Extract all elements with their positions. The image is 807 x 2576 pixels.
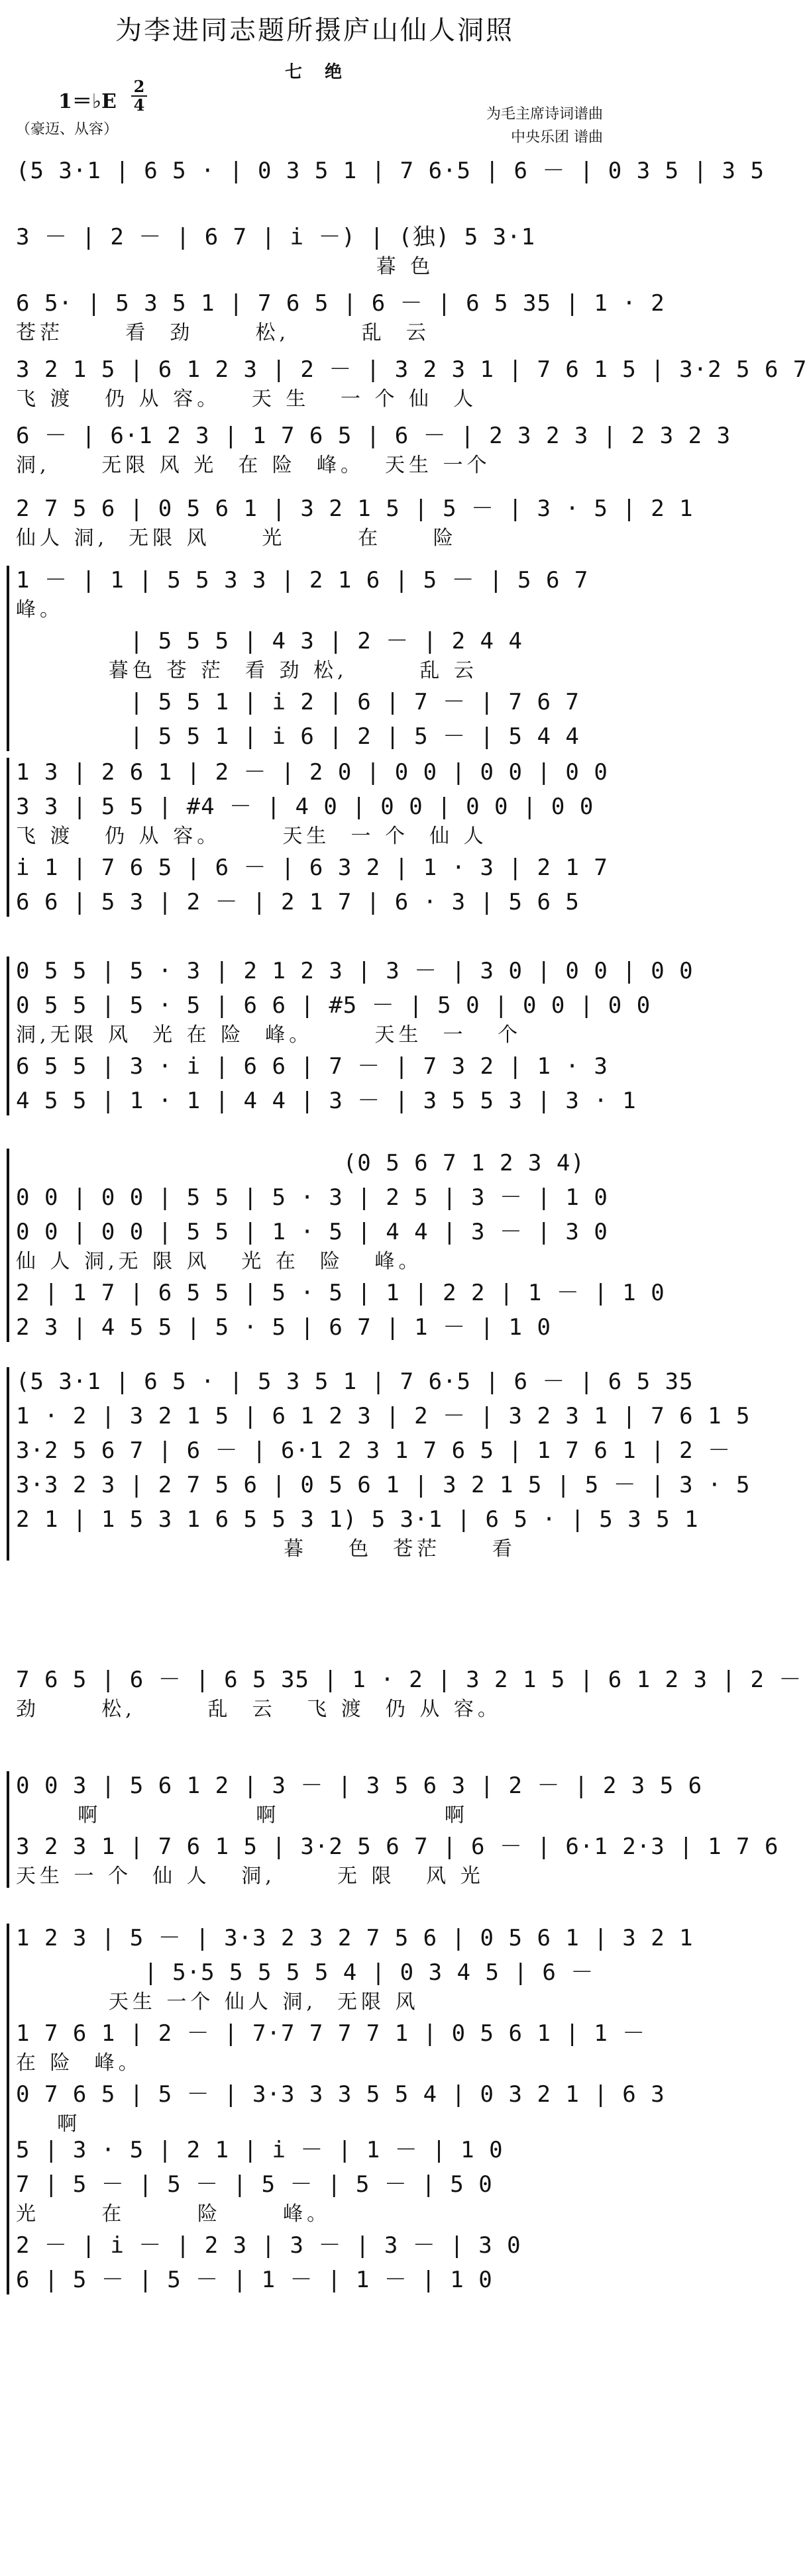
notation-line: 7 6 5 | 6 － | 6 5 35 | 1 · 2 | 3 2 1 5 | 6 1 2 3 | 2 － (16, 1667, 802, 1693)
score-system (16, 352, 807, 413)
lyric-line: 光 在 险 峰。 (16, 2202, 331, 2226)
notation-line: 1 7 6 1 | 2 － | 7·7 7 7 7 1 | 0 5 6 1 | 1 － (16, 2020, 646, 2047)
lyric-line: 峰。 (16, 598, 64, 621)
notation-line: | 5 5 5 | 4 3 | 2 － | 2 4 4 (16, 628, 523, 654)
score-system (16, 1146, 665, 1345)
lyric-line: 飞 渡 仍 从 容。 天 生 一 个 仙 人 (16, 387, 478, 411)
staff-row (16, 885, 612, 919)
staff-row (16, 790, 612, 850)
score-system (16, 154, 765, 188)
staff-row (16, 1468, 751, 1502)
staff-row (16, 1365, 694, 1399)
system-bracket (7, 956, 9, 1115)
staff-row (16, 2133, 612, 2167)
meter-bottom: 4 (133, 95, 145, 115)
staff-row (16, 352, 807, 413)
lyric-line: 仙 人 洞,无 限 风 光 在 险 峰。 (16, 1250, 423, 1273)
score-system (16, 755, 612, 919)
notation-line: 0 5 5 | 5 · 5 | 6 6 | #5 － | 5 0 | 0 0 | 0 0 (16, 992, 651, 1019)
staff-row (16, 154, 765, 188)
notation-line: (5 3·1 | 6 5 · | 5 3 5 1 | 7 6·5 | 6 － | 6 5 35 (16, 1368, 694, 1395)
score-system (16, 1663, 802, 1724)
staff-row (16, 988, 651, 1049)
notation-line: 3·2 5 6 7 | 6 － | 6·1 2 3 1 7 6 5 | 1 7 6 1 | 2 － (16, 1437, 731, 1464)
staff-row (16, 685, 612, 719)
notation-line: | 5·5 5 5 5 5 4 | 0 3 4 5 | 6 － (16, 1959, 594, 1986)
time-signature (131, 78, 147, 114)
notation-line: i 1 | 7 6 5 | 6 － | 6 3 2 | 1 · 3 | 2 1 7 (16, 854, 608, 881)
notation-line: 3 － | 2 － | 6 7 | i －) | (独) 5 3·1 (16, 224, 536, 250)
staff-row (16, 1180, 612, 1215)
staff-row (16, 624, 612, 685)
notation-line: | 5 5 1 | i 2 | 6 | 7 － | 7 6 7 (16, 689, 580, 715)
staff-row (16, 1921, 694, 1955)
lyric-line: 暮色 苍 茫 看 劲 松, 乱 云 (16, 659, 478, 682)
staff-row (16, 1502, 699, 1563)
score-system (16, 1769, 779, 1890)
staff-row (16, 2228, 612, 2263)
notation-line: 0 0 | 0 0 | 5 5 | 1 · 5 | 4 4 | 3 － | 3 0 (16, 1219, 608, 1245)
system-bracket (7, 1149, 9, 1342)
staff-row (16, 2167, 612, 2228)
lyrics-credit: 为毛主席诗词谱曲 (486, 106, 603, 123)
staff-row (16, 563, 612, 624)
staff-row (16, 719, 612, 754)
staff-row (16, 1433, 731, 1468)
performance-direction: （豪迈、从容） (16, 121, 119, 138)
staff-row (16, 1215, 612, 1276)
staff-row (16, 755, 612, 790)
score-system (16, 2133, 612, 2297)
notation-line: 2 | 1 7 | 6 5 5 | 5 · 5 | 1 | 2 2 | 1 － | 1 0 (16, 1280, 665, 1306)
staff-row (16, 2016, 646, 2077)
staff-row (16, 491, 694, 552)
notation-line: (0 5 6 7 1 2 3 4) (16, 1150, 585, 1176)
system-bracket (7, 2136, 9, 2294)
staff-row (16, 1049, 612, 1084)
notation-line: 0 0 3 | 5 6 1 2 | 3 － | 3 5 6 3 | 2 － | 2 3 5 6 (16, 1773, 703, 1799)
meter-top: 2 (133, 77, 145, 96)
lyric-line: 苍茫 看 劲 松, 乱 云 (16, 321, 430, 344)
lyric-line: 啊 (16, 2112, 81, 2136)
score-system (16, 491, 694, 552)
notation-line: 2 1 | 1 5 3 1 6 5 5 3 1) 5 3·1 | 6 5 · | 5 3 5 1 (16, 1506, 699, 1533)
score-system (16, 286, 665, 347)
staff-row (16, 286, 665, 347)
notation-line: 4 5 5 | 1 · 1 | 4 4 | 3 － | 3 5 5 3 | 3 · 1 (16, 1088, 637, 1114)
staff-row (16, 1955, 612, 2016)
notation-line: 0 5 5 | 5 · 3 | 2 1 2 3 | 3 － | 3 0 | 0 0 | 0 0 (16, 958, 694, 984)
score-system (16, 419, 731, 480)
notation-line: 1 · 2 | 3 2 1 5 | 6 1 2 3 | 2 － | 3 2 3 1 | 7 6 1 5 (16, 1403, 751, 1429)
lyric-line: 天生 一个 仙人 洞, 无限 风 (16, 1990, 419, 2014)
notation-line: 6 － | 6·1 2 3 | 1 7 6 5 | 6 － | 2 3 2 3 | 2 3 2 3 (16, 423, 731, 449)
lyric-line: 洞, 无限 风 光 在 险 峰。 天生 一个 (16, 454, 491, 477)
score-system (16, 563, 612, 754)
staff-row (16, 2263, 612, 2297)
staff-row (16, 1769, 703, 1829)
staff-row (16, 1146, 612, 1180)
notation-line: 6 5 5 | 3 · i | 6 6 | 7 － | 7 3 2 | 1 · 3 (16, 1053, 608, 1080)
notation-line: 5 | 3 · 5 | 2 1 | i － | 1 － | 1 0 (16, 2137, 504, 2163)
notation-line: 2 3 | 4 5 5 | 5 · 5 | 6 7 | 1 － | 1 0 (16, 1314, 551, 1341)
staff-row (16, 1276, 665, 1310)
lyric-line: 劲 松, 乱 云 飞 渡 仍 从 容。 (16, 1698, 502, 1721)
notation-line: 7 | 5 － | 5 － | 5 － | 5 － | 5 0 (16, 2171, 493, 2198)
system-bracket (7, 1924, 9, 2136)
score-system (16, 220, 612, 281)
notation-line: 3·3 2 3 | 2 7 5 6 | 0 5 6 1 | 3 2 1 5 | 5 － | 3 · 5 (16, 1472, 751, 1498)
notation-line: 2 7 5 6 | 0 5 6 1 | 3 2 1 5 | 5 － | 3 · 5 | 2 1 (16, 495, 694, 522)
lyric-line: 暮 色 苍茫 看 (16, 1537, 516, 1561)
staff-row (16, 1084, 637, 1118)
notation-line: 3 2 3 1 | 7 6 1 5 | 3·2 5 6 7 | 6 － | 6·1 2·3 | 1 7 6 (16, 1833, 779, 1860)
notation-line: (5 3·1 | 6 5 · | 0 3 5 1 | 7 6·5 | 6 － | 0 3 5 | 3 5 (16, 158, 765, 184)
score-system (16, 1365, 751, 1563)
staff-row (16, 954, 694, 988)
notation-line: 6 6 | 5 3 | 2 － | 2 1 7 | 6 · 3 | 5 6 5 (16, 889, 580, 915)
notation-line: 3 2 1 5 | 6 1 2 3 | 2 － | 3 2 3 1 | 7 6 1 5 | 3·2 5 6 7 (16, 356, 807, 383)
notation-line: | 5 5 1 | i 6 | 2 | 5 － | 5 4 4 (16, 723, 580, 750)
song-subtitle: 七 绝 (284, 62, 345, 82)
staff-row (16, 1399, 751, 1433)
staff-row (16, 850, 612, 885)
notation-line: 0 7 6 5 | 5 － | 3·3 3 3 5 5 4 | 0 3 2 1 | 6 3 (16, 2081, 665, 2108)
lyric-line: 飞 渡 仍 从 容。 天生 一 个 仙 人 (16, 825, 488, 848)
system-bracket (7, 1367, 9, 1561)
staff-row (16, 1663, 802, 1724)
score-system (16, 1921, 694, 2138)
score-system (16, 954, 694, 1118)
staff-row (16, 419, 731, 480)
system-bracket (7, 566, 9, 751)
staff-row (16, 2077, 665, 2138)
system-bracket (7, 758, 9, 917)
notation-line: 1 2 3 | 5 － | 3·3 2 3 2 7 5 6 | 0 5 6 1 | 3 2 1 (16, 1925, 694, 1951)
song-title: 为李进同志题所摄庐山仙人洞照 (115, 15, 514, 46)
notation-line: 6 5· | 5 3 5 1 | 7 6 5 | 6 － | 6 5 35 | 1 · 2 (16, 290, 665, 317)
lyric-line: 洞,无限 风 光 在 险 峰。 天生 一 个 (16, 1023, 522, 1047)
notation-line: 2 － | i － | 2 3 | 3 － | 3 － | 3 0 (16, 2232, 521, 2259)
lyric-line: 仙人 洞, 无限 风 光 在 险 (16, 527, 457, 550)
notation-line: 1 － | 1 | 5 5 3 3 | 2 1 6 | 5 － | 5 6 7 (16, 567, 589, 593)
notation-line: 6 | 5 － | 5 － | 1 － | 1 － | 1 0 (16, 2267, 493, 2293)
notation-line: 3 3 | 5 5 | #4 － | 4 0 | 0 0 | 0 0 | 0 0 (16, 794, 594, 820)
staff-row (16, 1310, 612, 1345)
music-credit: 中央乐团 谱曲 (511, 129, 603, 146)
notation-line: 0 0 | 0 0 | 5 5 | 5 · 3 | 2 5 | 3 － | 1 0 (16, 1184, 608, 1211)
lyric-line: 天生 一 个 仙 人 洞, 无 限 风 光 (16, 1865, 484, 1888)
lyric-line: 啊 啊 啊 (16, 1804, 468, 1827)
lyric-line: 在 险 峰。 (16, 2051, 142, 2075)
staff-row (16, 220, 612, 281)
system-bracket (7, 1771, 9, 1888)
staff-row (16, 1829, 779, 1890)
key-signature: 1＝♭E (58, 90, 117, 113)
notation-line: 1 3 | 2 6 1 | 2 － | 2 0 | 0 0 | 0 0 | 0 0 (16, 759, 608, 786)
lyric-line: 暮 色 (16, 255, 435, 278)
